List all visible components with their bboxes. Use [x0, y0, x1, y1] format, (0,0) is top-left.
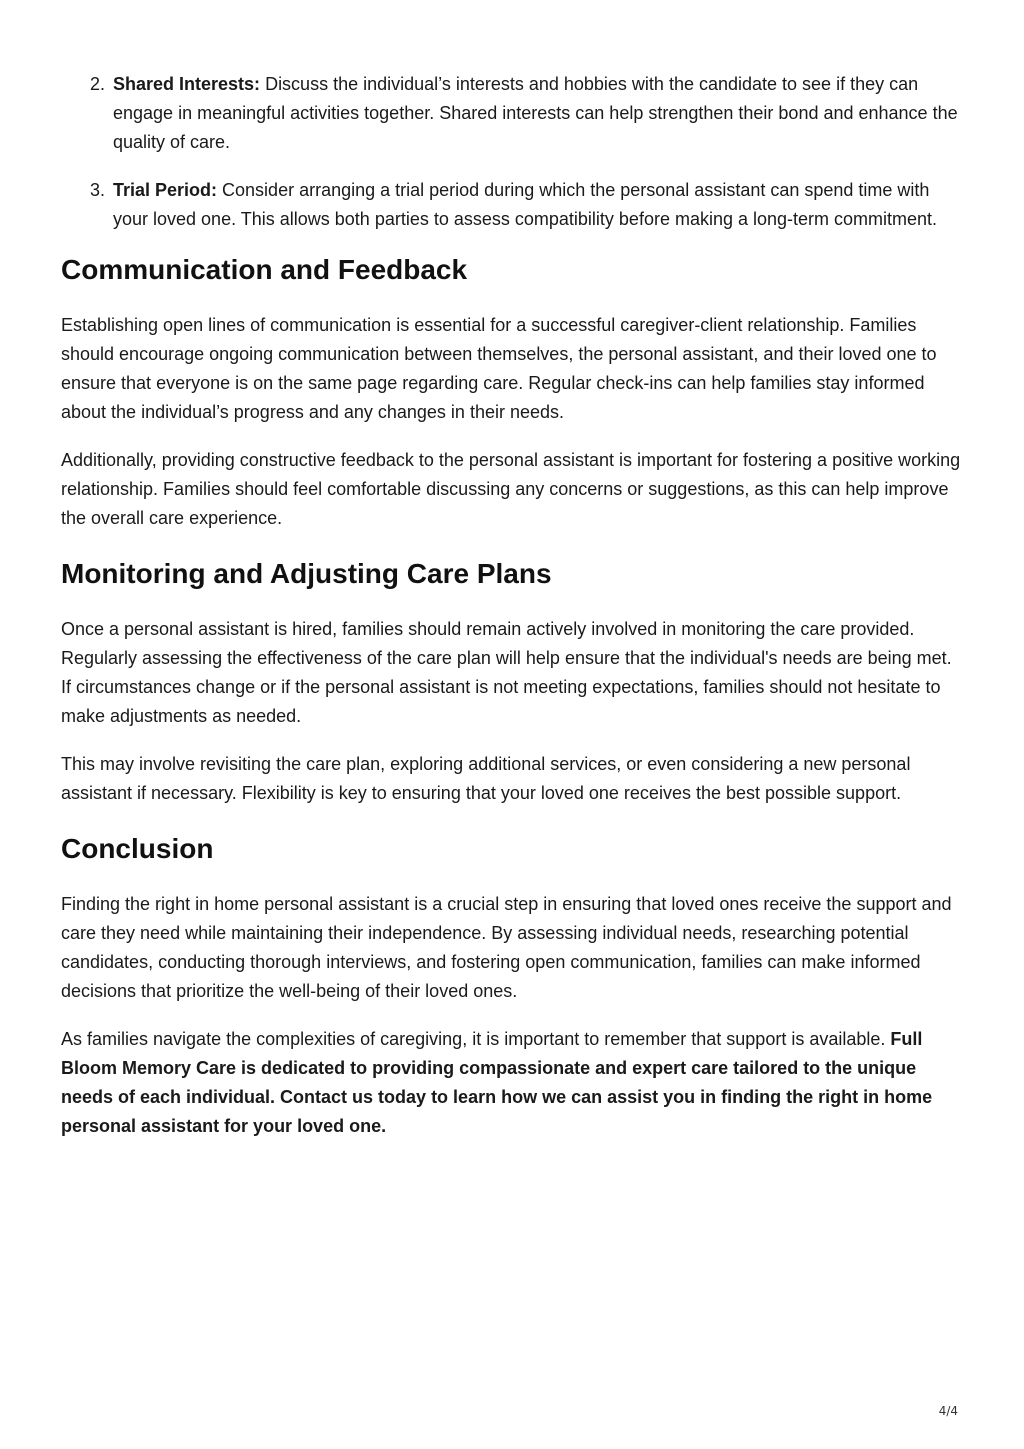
paragraph: Additionally, providing constructive feedback to the personal assistant is important for fostering a positive working relationship. Families should feel comfortable discussing any concerns or suggestions, as this can help improve the overall care experience.	[61, 450, 961, 528]
paragraph: Finding the right in home personal assistant is a crucial step in ensuring that loved ones receive the support and care they need while maintaining their independence. By assessing individual needs, researching potential candidates, conducting thorough interviews, and fostering open communication, families can make informed decisions that prioritize the well-being of their loved ones.	[61, 894, 952, 1001]
list-item-text: Consider arranging a trial period during which the personal assistant can spend time with your loved one. This allows both parties to assess compatibility before making a long-term commitment.	[113, 180, 938, 229]
list-item	[90, 70, 961, 157]
section-communication-feedback	[61, 253, 961, 533]
paragraph: Once a personal assistant is hired, families should remain actively involved in monitoring the care provided. Regularly assessing the effectiveness of the care plan will help ensure that the individual's needs are being met. If circumstances change or if the personal assistant is not meeting expectations, families should not hesitate to make adjustments as needed.	[61, 619, 952, 726]
section-heading: Monitoring and Adjusting Care Plans	[61, 558, 552, 589]
closing-paragraph	[61, 1025, 961, 1141]
list-item	[90, 176, 961, 234]
numbered-list	[61, 70, 961, 234]
list-item-term: Trial Period:	[113, 180, 218, 200]
section-conclusion	[61, 832, 961, 1141]
list-item-number: 3.	[90, 180, 106, 200]
list-item-term: Shared Interests:	[113, 74, 261, 94]
page-number: 4/4	[938, 1404, 958, 1418]
paragraph: This may involve revisiting the care plan, exploring additional services, or even considering a new personal assistant if necessary. Flexibility is key to ensuring that your loved one receives the best possible support.	[61, 754, 911, 803]
section-heading: Conclusion	[61, 833, 214, 864]
call-to-action-text: Full Bloom Memory Care is dedicated to providing compassionate and expert care tailored to the unique needs of each individual. Contact us today to learn how we can assist you in finding the right in home personal assistant for your loved one.	[61, 1029, 933, 1136]
section-heading: Communication and Feedback	[61, 254, 468, 285]
list-item-number: 2.	[90, 74, 106, 94]
section-monitoring-care-plans	[61, 557, 961, 808]
list-item-text: Discuss the individual’s interests and hobbies with the candidate to see if they can engage in meaningful activities together. Shared interests can help strengthen their bond and enhance the quality of care.	[113, 74, 958, 152]
paragraph: Establishing open lines of communication is essential for a successful caregiver-client relationship. Families should encourage ongoing communication between themselves, the personal assistant, and their loved one to ensure that everyone is on the same page regarding care. Regular check-ins can help families stay informed about the individual’s progress and any changes in their needs.	[61, 315, 937, 422]
document-page	[61, 70, 961, 1141]
closing-text: As families navigate the complexities of caregiving, it is important to remember that support is available.	[61, 1029, 891, 1049]
